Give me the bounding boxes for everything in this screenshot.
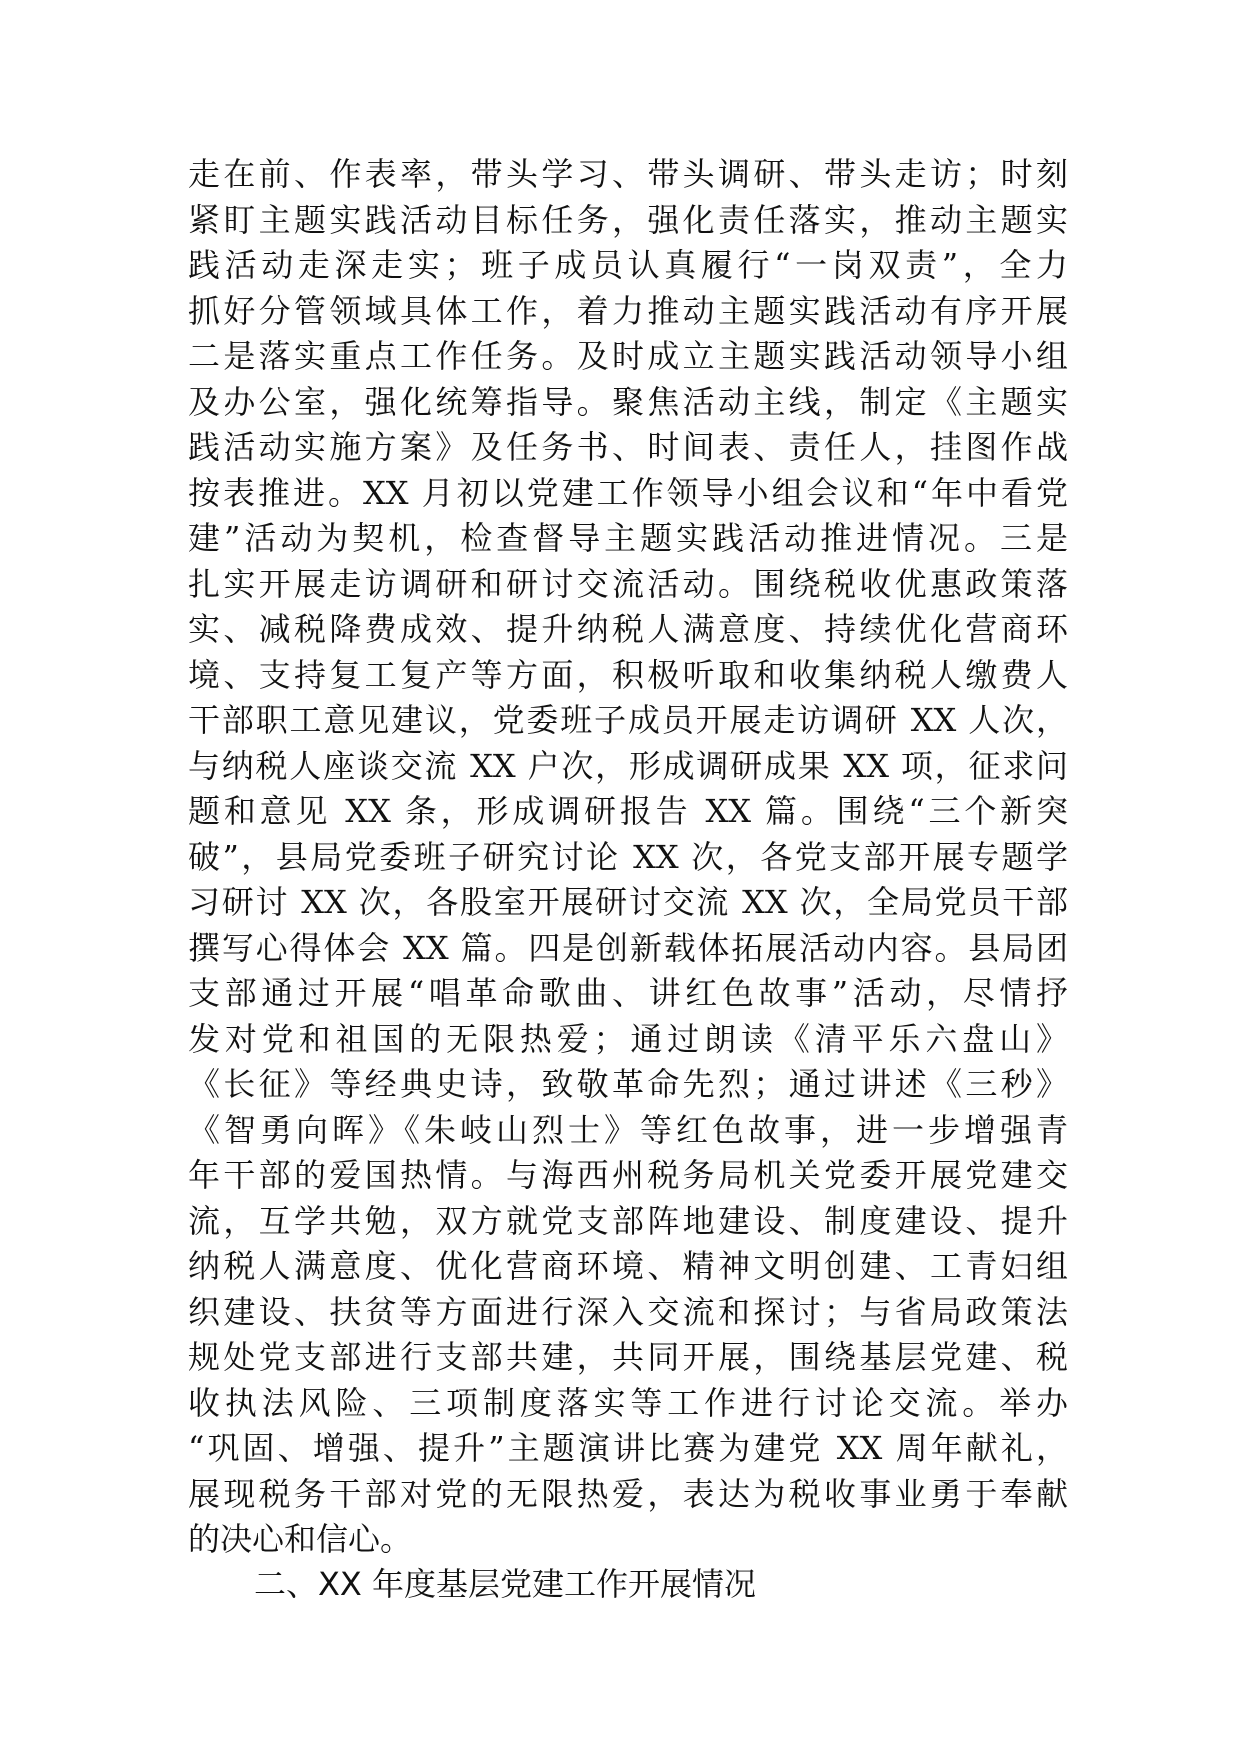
paragraph-line: 践活动走深走实；班子成员认真履行“一岗双责”，全力 bbox=[188, 246, 1068, 284]
paragraph-line: 按表推进。XX 月初以党建工作领导小组会议和“年中看党 bbox=[188, 473, 1068, 512]
paragraph-line: 破”，县局党委班子研究讨论 XX 次，各党支部开展专题学 bbox=[188, 837, 1068, 876]
paragraph-line: 展现税务干部对党的无限热爱，表达为税收事业勇于奉献 bbox=[188, 1474, 1068, 1513]
paragraph-line: 收执法风险、三项制度落实等工作进行讨论交流。举办 bbox=[188, 1383, 1068, 1422]
paragraph-line: 的决心和信心。 bbox=[188, 1520, 413, 1558]
paragraph-line: 与纳税人座谈交流 XX 户次，形成调研成果 XX 项，征求问 bbox=[188, 746, 1068, 785]
paragraph-line: 践活动实施方案》及任务书、时间表、责任人，挂图作战 bbox=[188, 428, 1068, 466]
paragraph-line: 扎实开展走访调研和研讨交流活动。围绕税收优惠政策落 bbox=[188, 564, 1068, 603]
paragraph-line: 题和意见 XX 条，形成调研报告 XX 篇。围绕“三个新突 bbox=[188, 792, 1068, 830]
paragraph-line: 《长征》等经典史诗，致敬革命先烈；通过讲述《三秒》 bbox=[188, 1065, 1068, 1103]
body-paragraph bbox=[188, 152, 1068, 1563]
paragraph-line: 习研讨 XX 次，各股室开展研讨交流 XX 次，全局党员干部 bbox=[188, 883, 1068, 921]
paragraph-line: 织建设、扶贫等方面进行深入交流和探讨；与省局政策法 bbox=[188, 1292, 1068, 1331]
paragraph-line: 《智勇向晖》《朱岐山烈士》等红色故事，进一步增强青 bbox=[188, 1110, 1068, 1149]
paragraph-line: 及办公室，强化统筹指导。聚焦活动主线，制定《主题实 bbox=[188, 382, 1068, 421]
paragraph-line: 二是落实重点工作任务。及时成立主题实践活动领导小组 bbox=[188, 337, 1068, 375]
paragraph-line: 建”活动为契机，检查督导主题实践活动推进情况。三是 bbox=[188, 519, 1068, 557]
paragraph-line: “巩固、增强、提升”主题演讲比赛为建党 XX 周年献礼， bbox=[188, 1429, 1068, 1467]
paragraph-line: 抓好分管领域具体工作，着力推动主题实践活动有序开展 bbox=[188, 291, 1068, 330]
paragraph-line: 紧盯主题实践活动目标任务，强化责任落实，推动主题实 bbox=[188, 200, 1068, 239]
paragraph-line: 纳税人满意度、优化营商环境、精神文明创建、工青妇组 bbox=[188, 1247, 1068, 1285]
section-heading: 二、XX 年度基层党建工作开展情况 bbox=[254, 1565, 757, 1603]
paragraph-line: 支部通过开展“唱革命歌曲、讲红色故事”活动，尽情抒 bbox=[188, 974, 1068, 1012]
paragraph-line: 境、支持复工复产等方面，积极听取和收集纳税人缴费人 bbox=[188, 655, 1068, 694]
paragraph-line: 撰写心得体会 XX 篇。四是创新载体拓展活动内容。县局团 bbox=[188, 928, 1068, 967]
paragraph-line: 走在前、作表率，带头学习、带头调研、带头走访；时刻 bbox=[188, 155, 1068, 193]
paragraph-line: 规处党支部进行支部共建，共同开展，围绕基层党建、税 bbox=[188, 1338, 1068, 1376]
paragraph-line: 干部职工意见建议，党委班子成员开展走访调研 XX 人次， bbox=[188, 701, 1068, 739]
paragraph-line: 流，互学共勉，双方就党支部阵地建设、制度建设、提升 bbox=[188, 1201, 1068, 1240]
paragraph-line: 发对党和祖国的无限热爱；通过朗读《清平乐六盘山》 bbox=[188, 1019, 1068, 1058]
paragraph-line: 年干部的爱国热情。与海西州税务局机关党委开展党建交 bbox=[188, 1156, 1068, 1194]
paragraph-line: 实、减税降费成效、提升纳税人满意度、持续优化营商环 bbox=[188, 610, 1068, 648]
